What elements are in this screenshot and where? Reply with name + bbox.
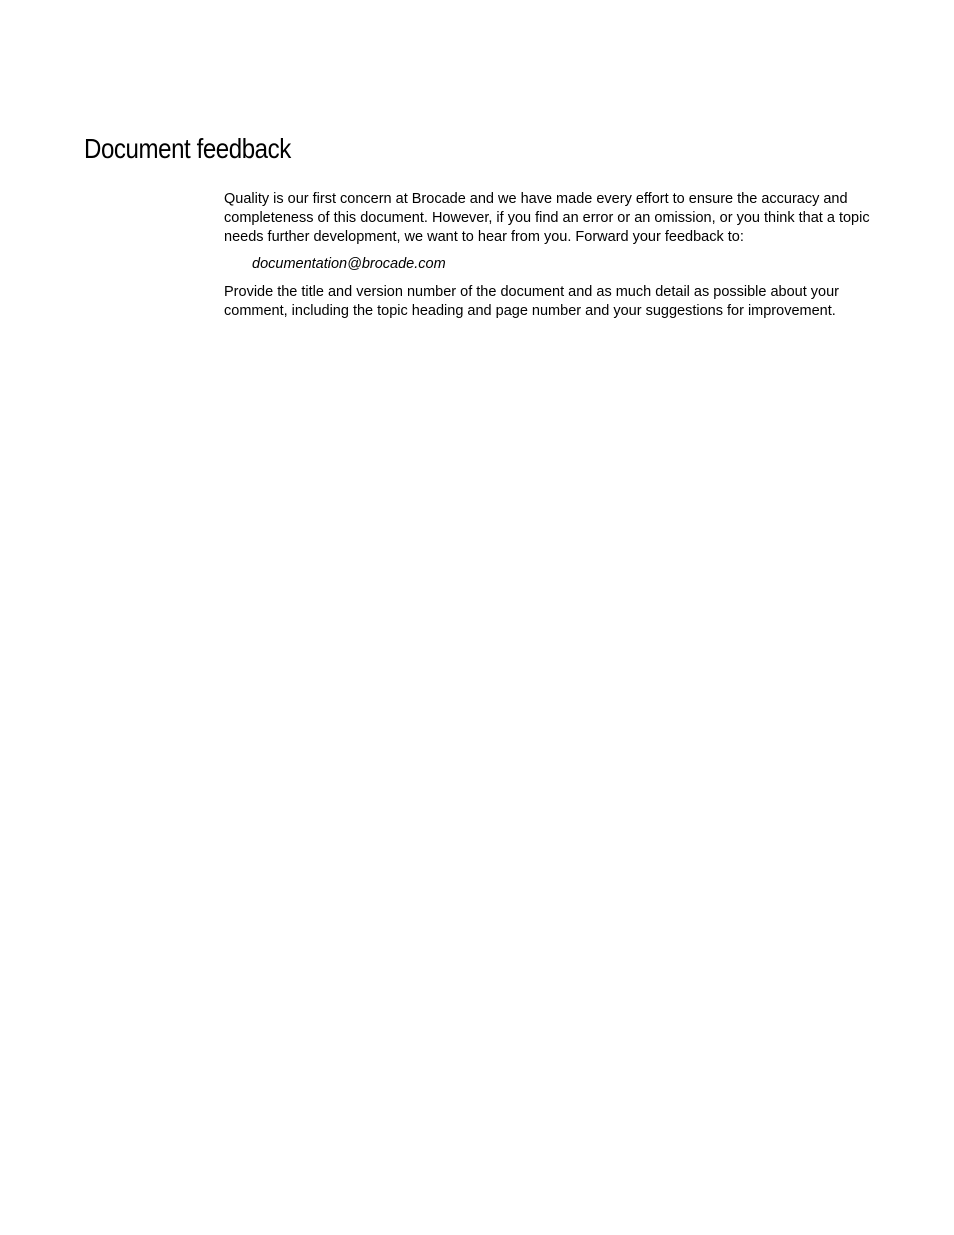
document-body: [224, 190, 872, 321]
intro-paragraph: Quality is our first concern at Brocade and we have made every effort to ensure the accuracy and completeness of this document. However, if you find an error or an omission, or you think that a topic needs further development, we want to hear from you. Forward your feedback to:: [224, 191, 870, 245]
instructions-paragraph: Provide the title and version number of the document and as much detail as possible about your comment, including the topic heading and page number and your suggestions for improvement.: [224, 284, 840, 319]
feedback-email: documentation@brocade.com: [252, 256, 446, 272]
page-title: Document feedback: [84, 133, 291, 164]
